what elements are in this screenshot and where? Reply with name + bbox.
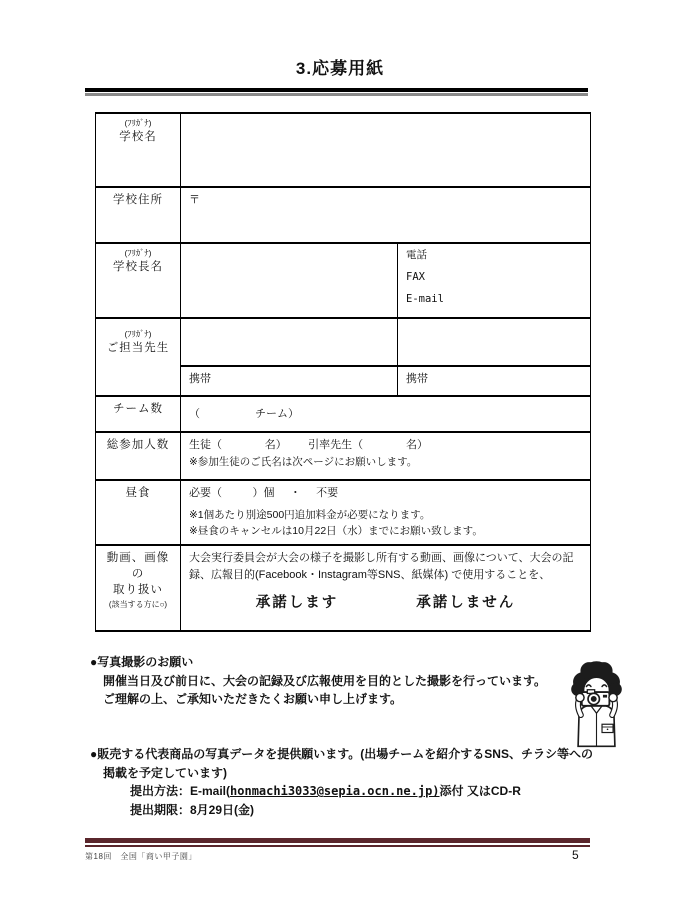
row-principal — [96, 243, 591, 318]
submission-method-prefix: 提出方法：E-mail( — [130, 784, 231, 799]
application-table — [95, 112, 591, 632]
school-address-label-cell — [96, 187, 181, 243]
row-school-name — [96, 113, 591, 187]
teacher-label: ご担当先生 — [106, 342, 170, 355]
furigana-label: (ﾌﾘｶﾞﾅ) — [124, 118, 152, 128]
lunch-label: 昼食 — [125, 487, 151, 500]
photo-request-heading: ●写真撮影のお願い — [90, 655, 194, 669]
consent-accept-option: 承諾します — [255, 595, 339, 612]
participants-label-cell — [96, 432, 181, 480]
school-address-input-cell — [181, 187, 591, 243]
row-teacher — [96, 318, 591, 366]
product-photo-line2: 掲載を予定しています) — [103, 765, 227, 780]
school-name-label: 学校名 — [119, 131, 157, 144]
submission-deadline: 提出期限：8月29日(金) — [130, 802, 255, 817]
team-count-input-cell — [181, 396, 591, 432]
contact-cell — [398, 243, 591, 318]
mobile-label: 携帯 — [189, 373, 211, 386]
row-lunch — [96, 480, 591, 545]
media-consent-body: 大会実行委員会が大会の様子を撮影し所有する動画、画像について、大会の記録、広報目的(Facebook・Instagram等SNS、紙媒体) で使用することを、 — [189, 552, 574, 581]
product-photo-line1: ●販売する代表商品の写真データを提供願います。(出場チームを紹介するSNS、チラシ等への — [90, 747, 593, 761]
principal-input-cell — [181, 243, 398, 318]
footer-document-title: 第18回 全国「商い甲子園」 — [85, 852, 197, 861]
media-label-line1: 動画、画像の — [106, 552, 170, 581]
media-consent-cell — [181, 545, 591, 631]
school-address-label: 学校住所 — [113, 194, 163, 206]
photo-request-line2: ご理解の上、ご承知いただきたくお願い申し上げます。 — [103, 692, 403, 707]
principal-label: 学校長名 — [113, 261, 163, 274]
photo-request-line1: 開催当日及び前日に、大会の記録及び広報使用を目的とした撮影を行っています。 — [103, 673, 547, 688]
media-label-cell — [96, 545, 181, 631]
media-label-line2: 取り扱い — [113, 584, 163, 597]
teacher-input-cell — [181, 318, 398, 366]
submission-method-line — [130, 782, 600, 801]
row-participants — [96, 432, 591, 480]
fax-label: FAX — [406, 270, 425, 283]
footer-page-number: 5 — [572, 848, 579, 862]
consent-options — [189, 593, 582, 615]
photo-request-section — [90, 653, 560, 709]
submission-method-suffix: 添付 又はCD-R — [439, 784, 521, 799]
teacher-contact-cell — [398, 318, 591, 366]
row-media-consent — [96, 545, 591, 631]
mobile-label: 携帯 — [406, 373, 428, 386]
postal-mark: 〒 — [189, 194, 200, 206]
phone-label: 電話 — [406, 249, 427, 261]
mobile-right-cell — [398, 366, 591, 396]
teacher-label-cell — [96, 318, 181, 396]
page-title: 3.応募用紙 — [295, 59, 385, 78]
team-count-label: チーム数 — [113, 403, 163, 416]
school-name-label-cell — [96, 113, 181, 187]
lunch-note-1: ※1個あたり別途500円追加料金が必要になります。 — [189, 508, 431, 521]
furigana-label: (ﾌﾘｶﾞﾅ) — [124, 248, 152, 258]
footer-double-rule — [85, 838, 590, 847]
photographer-icon — [548, 658, 645, 750]
row-team-count — [96, 396, 591, 432]
lunch-note-2: ※昼食のキャンセルは10月22日（水）までにお願い致します。 — [189, 525, 483, 538]
principal-label-cell — [96, 243, 181, 318]
email-link[interactable]: honmachi3033@sepia.ocn.ne.jp) — [230, 784, 440, 799]
media-label-note: (該当する方に○) — [108, 599, 168, 609]
participants-input-cell — [181, 432, 591, 480]
school-name-input-cell — [181, 113, 591, 187]
team-count-label-cell — [96, 396, 181, 432]
mobile-left-cell — [181, 366, 398, 396]
lunch-choice: 必要（ ）個 ・ 不要 — [189, 487, 339, 500]
header-double-rule — [85, 88, 588, 96]
row-school-address — [96, 187, 591, 243]
product-photo-section — [90, 745, 600, 819]
participants-note: ※参加生徒のご氏名は次ページにお願いします。 — [189, 455, 418, 468]
lunch-label-cell — [96, 480, 181, 545]
participants-label: 総参加人数 — [106, 439, 170, 452]
team-count-blank: （ チーム） — [189, 408, 300, 420]
furigana-label: (ﾌﾘｶﾞﾅ) — [124, 329, 152, 340]
consent-decline-option: 承諾しません — [416, 595, 516, 612]
email-label: E-mail — [406, 292, 444, 305]
lunch-input-cell — [181, 480, 591, 545]
participants-blanks: 生徒（ 名） 引率先生（ 名） — [189, 439, 428, 452]
